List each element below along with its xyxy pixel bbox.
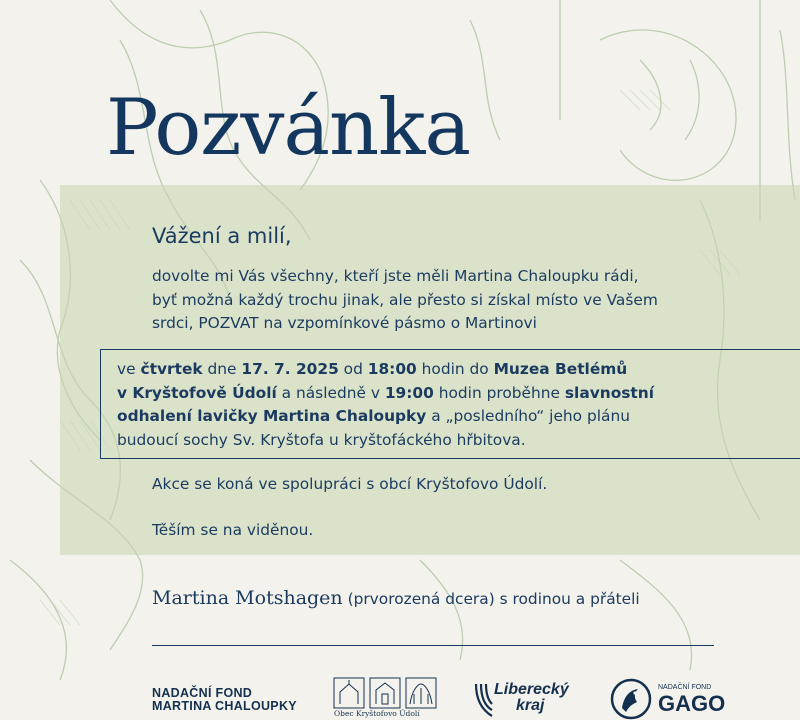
- invite-date: 17. 7. 2025: [241, 360, 339, 378]
- liberecky-kraj-icon: [472, 682, 494, 720]
- signature-rest: s rodinou a přáteli: [499, 590, 640, 608]
- invite-time-second: 19:00: [384, 383, 434, 402]
- signature-name: Martina Motshagen: [152, 587, 343, 609]
- invite-text-part: dne: [202, 360, 242, 378]
- invitation-details-text: [117, 358, 757, 452]
- intro-line: dovolte mi Vás všechny, kteří jste měli Martina Chaloupku rádi,: [152, 267, 639, 285]
- invite-text-part: od: [338, 360, 368, 378]
- invite-text-part: hodin do: [416, 360, 494, 378]
- invitation-details-box: [100, 349, 800, 459]
- nadacni-fond-chaloupky-logo: [152, 687, 297, 713]
- farewell-line: Těším se na viděnou.: [152, 521, 314, 539]
- invite-text-part: ve: [117, 360, 141, 378]
- footer-divider: [152, 645, 714, 646]
- intro-line: srdci, POZVAT na vzpomínkové pásmo o Martinovi: [152, 314, 537, 332]
- intro-paragraph: [152, 265, 752, 336]
- invite-text-part: hodin proběhne: [433, 383, 565, 402]
- obec-logo-text: Obec Kryštofovo Údolí: [334, 709, 420, 718]
- invite-bench-unveiling: odhalení lavičky Martina Chaloupky: [117, 407, 427, 425]
- signature-note: (prvorozená dcera): [347, 590, 495, 608]
- nadacni-fond-gago-logo: [610, 678, 730, 720]
- logo-text: MARTINA CHALOUPKY: [152, 699, 297, 713]
- logo-text: Liberecký: [494, 681, 569, 698]
- invite-ceremony: slavnostní: [564, 383, 655, 402]
- invite-venue: Muzea Betlémů: [493, 360, 628, 378]
- gago-small-text: NADAČNÍ FOND: [658, 684, 712, 691]
- intro-line: byť možná každý trochu jinak, ale přesto si získal místo ve Vašem: [152, 290, 658, 309]
- invite-text-part: a následně v: [276, 383, 385, 402]
- invite-venue-location: v Kryštofově Údolí: [117, 383, 277, 402]
- invite-text-part: a „posledního“ jeho plánu: [426, 407, 630, 425]
- liberecky-kraj-text: [494, 682, 569, 714]
- cooperation-note: Akce se koná ve spolupráci s obcí Kryštofovo Údolí.: [152, 475, 548, 493]
- invite-time-start: 18:00: [367, 360, 417, 378]
- greeting: Vážení a milí,: [152, 224, 292, 248]
- gago-brand-text: GAGO: [658, 691, 726, 716]
- gago-bird-icon: [610, 678, 654, 720]
- invite-day: čtvrtek: [140, 360, 203, 378]
- page-title: Pozvánka: [106, 83, 470, 173]
- logo-text: NADAČNÍ FOND: [152, 686, 253, 700]
- logo-text: kraj: [516, 697, 545, 714]
- invite-text-part: budoucí sochy Sv. Kryštofa u kryštofáckého hřbitova.: [117, 430, 526, 449]
- liberecky-kraj-logo: [472, 682, 582, 720]
- signature: [152, 587, 640, 609]
